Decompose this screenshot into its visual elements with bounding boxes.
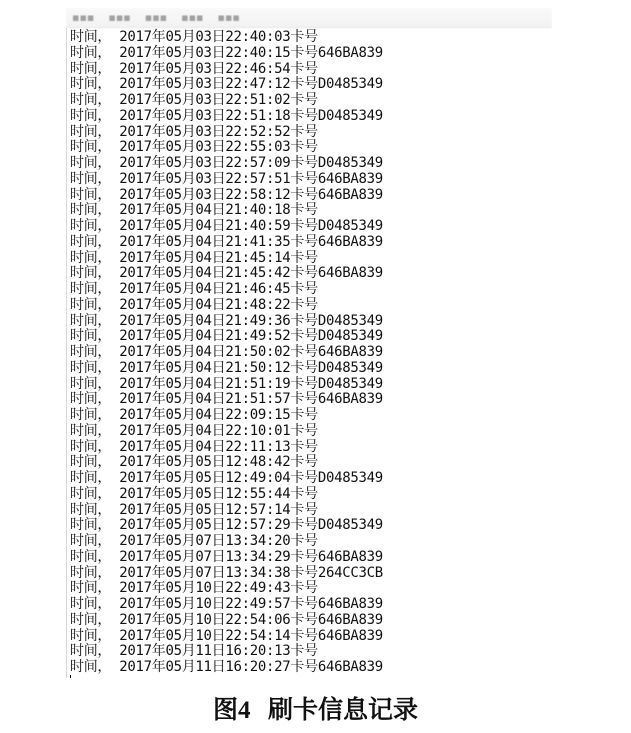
swipe-time: 2017年05月03日22:57:51 [119, 170, 291, 187]
card-number: 646BA839 [317, 611, 383, 628]
card-number: 646BA839 [317, 548, 383, 565]
card-number: D0485349 [317, 155, 383, 171]
time-prefix: 时间， [70, 407, 112, 423]
time-prefix: 时间， [70, 344, 112, 360]
log-line [70, 486, 318, 502]
card-prefix: 卡号 [290, 249, 318, 266]
card-prefix: 卡号 [290, 407, 318, 423]
time-prefix: 时间， [70, 107, 112, 124]
card-prefix: 卡号 [290, 580, 318, 597]
figure-title: 刷卡信息记录 [267, 695, 418, 724]
card-number: D0485349 [317, 359, 383, 376]
swipe-time: 2017年05月04日22:11:13 [119, 438, 291, 455]
card-number: 646BA839 [317, 596, 383, 612]
log-line [70, 171, 383, 187]
log-line [70, 124, 318, 140]
swipe-time: 2017年05月04日21:50:12 [119, 359, 291, 376]
log-line [70, 297, 318, 313]
time-prefix: 时间， [70, 564, 112, 581]
time-prefix: 时间， [70, 580, 112, 597]
card-prefix: 卡号 [290, 359, 318, 376]
time-prefix: 时间， [70, 312, 112, 329]
swipe-time: 2017年05月03日22:40:15 [119, 44, 291, 61]
log-line [70, 391, 383, 407]
time-prefix: 时间， [70, 501, 112, 518]
log-line [70, 155, 383, 171]
log-line [70, 92, 318, 108]
card-prefix: 卡号 [290, 627, 318, 644]
card-prefix: 卡号 [290, 454, 318, 471]
time-prefix: 时间， [70, 281, 112, 297]
swipe-time: 2017年05月07日13:34:20 [119, 533, 291, 549]
swipe-time: 2017年05月05日12:49:04 [119, 470, 291, 486]
figure-caption [0, 690, 631, 726]
card-prefix: 卡号 [290, 328, 318, 345]
log-line [70, 139, 318, 155]
time-prefix: 时间， [70, 375, 112, 392]
time-prefix: 时间， [70, 170, 112, 187]
card-number: 646BA839 [317, 391, 383, 408]
time-prefix: 时间， [70, 328, 112, 345]
swipe-time: 2017年05月04日22:10:01 [119, 422, 291, 439]
swipe-time: 2017年05月10日22:49:43 [119, 580, 291, 597]
card-prefix: 卡号 [290, 517, 318, 534]
card-prefix: 卡号 [290, 643, 318, 660]
time-prefix: 时间， [70, 265, 112, 282]
card-prefix: 卡号 [290, 29, 318, 45]
menu-item-4[interactable]: ▪▪▪ [181, 11, 204, 24]
card-prefix: 卡号 [290, 60, 318, 77]
swipe-time: 2017年05月04日21:48:22 [119, 296, 291, 313]
time-prefix: 时间， [70, 438, 112, 455]
log-line [70, 313, 383, 329]
card-number: 646BA839 [317, 659, 383, 675]
log-line [70, 659, 383, 675]
swipe-time: 2017年05月04日21:51:57 [119, 391, 291, 408]
time-prefix: 时间， [70, 517, 112, 534]
time-prefix: 时间， [70, 611, 112, 628]
time-prefix: 时间， [70, 202, 112, 219]
card-prefix: 卡号 [290, 375, 318, 392]
card-prefix: 卡号 [290, 564, 318, 581]
log-line [70, 407, 318, 423]
log-line [70, 517, 383, 533]
time-prefix: 时间， [70, 44, 112, 61]
swipe-time: 2017年05月04日21:49:36 [119, 312, 291, 329]
swipe-time: 2017年05月04日21:40:18 [119, 202, 291, 219]
card-number: 646BA839 [317, 170, 383, 187]
time-prefix: 时间， [70, 627, 112, 644]
swipe-time: 2017年05月10日22:54:06 [119, 611, 291, 628]
log-line [70, 234, 383, 250]
log-line [70, 360, 383, 376]
card-prefix: 卡号 [290, 186, 318, 203]
swipe-time: 2017年05月04日21:46:45 [119, 281, 291, 297]
card-prefix: 卡号 [290, 422, 318, 439]
card-prefix: 卡号 [290, 438, 318, 455]
swipe-time: 2017年05月05日12:48:42 [119, 454, 291, 471]
time-prefix: 时间， [70, 249, 112, 266]
time-prefix: 时间， [70, 359, 112, 376]
card-prefix: 卡号 [290, 170, 318, 187]
log-line [70, 628, 383, 644]
log-line [70, 612, 383, 628]
log-line [70, 643, 318, 659]
card-prefix: 卡号 [290, 533, 318, 549]
swipe-time: 2017年05月04日21:40:59 [119, 218, 291, 234]
card-prefix: 卡号 [290, 233, 318, 250]
menu-item-1[interactable]: ▪▪▪ [72, 11, 95, 24]
time-prefix: 时间， [70, 296, 112, 313]
card-number: D0485349 [317, 470, 383, 486]
card-prefix: 卡号 [290, 548, 318, 565]
log-line [70, 187, 383, 203]
log-line [70, 265, 383, 281]
time-prefix: 时间， [70, 391, 112, 408]
log-line [70, 376, 383, 392]
log-line [70, 580, 318, 596]
log-line [70, 45, 383, 61]
log-line [70, 470, 383, 486]
swipe-time: 2017年05月05日12:57:29 [119, 517, 291, 534]
swipe-time: 2017年05月05日12:55:44 [119, 485, 291, 502]
time-prefix: 时间， [70, 659, 112, 675]
card-number: D0485349 [317, 517, 383, 534]
log-line [70, 218, 383, 234]
card-prefix: 卡号 [290, 44, 318, 61]
time-prefix: 时间， [70, 454, 112, 471]
swipe-time: 2017年05月07日13:34:29 [119, 548, 291, 565]
card-number: 264CC3CB [317, 564, 383, 581]
swipe-time: 2017年05月03日22:51:02 [119, 92, 291, 108]
card-number: D0485349 [317, 76, 383, 93]
time-prefix: 时间， [70, 218, 112, 234]
swipe-time: 2017年05月04日21:50:02 [119, 344, 291, 360]
log-line [70, 328, 383, 344]
time-prefix: 时间， [70, 422, 112, 439]
swipe-time: 2017年05月03日22:46:54 [119, 60, 291, 77]
menu-bar [66, 8, 552, 28]
time-prefix: 时间， [70, 155, 112, 171]
swipe-time: 2017年05月04日21:49:52 [119, 328, 291, 345]
swipe-time: 2017年05月03日22:47:12 [119, 76, 291, 93]
card-prefix: 卡号 [290, 139, 318, 156]
log-line [70, 533, 318, 549]
log-line [70, 596, 383, 612]
card-prefix: 卡号 [290, 391, 318, 408]
card-number: 646BA839 [317, 265, 383, 282]
swipe-time: 2017年05月03日22:40:03 [119, 29, 291, 45]
card-number: D0485349 [317, 312, 383, 329]
card-prefix: 卡号 [290, 344, 318, 360]
card-prefix: 卡号 [290, 107, 318, 124]
log-line [70, 502, 318, 518]
card-prefix: 卡号 [290, 218, 318, 234]
time-prefix: 时间， [70, 533, 112, 549]
card-number: 646BA839 [317, 44, 383, 61]
time-prefix: 时间， [70, 92, 112, 108]
card-number: 646BA839 [317, 627, 383, 644]
card-prefix: 卡号 [290, 155, 318, 171]
menu-item-2[interactable]: ▪▪▪ [108, 11, 131, 24]
card-prefix: 卡号 [290, 123, 318, 140]
card-prefix: 卡号 [290, 76, 318, 93]
time-prefix: 时间， [70, 139, 112, 156]
log-line [70, 61, 318, 77]
time-prefix: 时间， [70, 233, 112, 250]
text-editor-window [66, 8, 552, 678]
card-prefix: 卡号 [290, 611, 318, 628]
time-prefix: 时间， [70, 596, 112, 612]
log-line [70, 344, 383, 360]
card-prefix: 卡号 [290, 202, 318, 219]
card-number: D0485349 [317, 328, 383, 345]
time-prefix: 时间， [70, 76, 112, 93]
log-line [70, 549, 383, 565]
swipe-time: 2017年05月03日22:51:18 [119, 107, 291, 124]
swipe-time: 2017年05月11日16:20:13 [119, 643, 291, 660]
menu-item-3[interactable]: ▪▪▪ [144, 11, 168, 24]
card-number: 646BA839 [317, 186, 383, 203]
card-prefix: 卡号 [290, 312, 318, 329]
swipe-time: 2017年05月03日22:57:09 [119, 155, 291, 171]
swipe-time: 2017年05月04日21:41:35 [119, 233, 291, 250]
figure-number: 图4 [213, 697, 251, 724]
time-prefix: 时间， [70, 186, 112, 203]
card-number: D0485349 [317, 375, 383, 392]
swipe-time: 2017年05月05日12:57:14 [119, 501, 291, 518]
card-prefix: 卡号 [290, 470, 318, 486]
log-line [70, 423, 318, 439]
log-line [70, 202, 318, 218]
swipe-time: 2017年05月10日22:54:14 [119, 627, 291, 644]
card-number: D0485349 [317, 218, 383, 234]
swipe-time: 2017年05月04日21:45:14 [119, 249, 291, 266]
card-prefix: 卡号 [290, 596, 318, 612]
card-prefix: 卡号 [290, 281, 318, 297]
swipe-time: 2017年05月03日22:52:52 [119, 123, 291, 140]
time-prefix: 时间， [70, 548, 112, 565]
time-prefix: 时间， [70, 123, 112, 140]
text-cursor [70, 675, 71, 678]
time-prefix: 时间， [70, 60, 112, 77]
card-prefix: 卡号 [290, 92, 318, 108]
log-line [70, 108, 383, 124]
card-number: 646BA839 [317, 233, 383, 250]
swipe-time: 2017年05月07日13:34:38 [119, 564, 291, 581]
time-prefix: 时间， [70, 643, 112, 660]
menu-item-5[interactable]: ▪▪▪ [217, 11, 240, 24]
time-prefix: 时间， [70, 485, 112, 502]
time-prefix: 时间， [70, 29, 112, 45]
log-line [70, 76, 383, 92]
card-prefix: 卡号 [290, 659, 318, 675]
log-line [70, 281, 318, 297]
log-line [70, 565, 383, 581]
swipe-time: 2017年05月11日16:20:27 [119, 659, 291, 675]
time-prefix: 时间， [70, 470, 112, 486]
swipe-time: 2017年05月04日21:45:42 [119, 265, 291, 282]
card-number: D0485349 [317, 107, 383, 124]
log-text-area[interactable] [66, 28, 552, 678]
card-prefix: 卡号 [290, 265, 318, 282]
swipe-time: 2017年05月03日22:58:12 [119, 186, 291, 203]
card-prefix: 卡号 [290, 485, 318, 502]
swipe-time: 2017年05月03日22:55:03 [119, 139, 291, 156]
card-prefix: 卡号 [290, 296, 318, 313]
swipe-time: 2017年05月10日22:49:57 [119, 596, 291, 612]
card-prefix: 卡号 [290, 501, 318, 518]
log-line [70, 439, 318, 455]
log-line [70, 454, 318, 470]
swipe-time: 2017年05月04日22:09:15 [119, 407, 291, 423]
log-line [70, 29, 318, 45]
swipe-time: 2017年05月04日21:51:19 [119, 375, 291, 392]
card-number: 646BA839 [317, 344, 383, 360]
log-line [70, 250, 318, 266]
